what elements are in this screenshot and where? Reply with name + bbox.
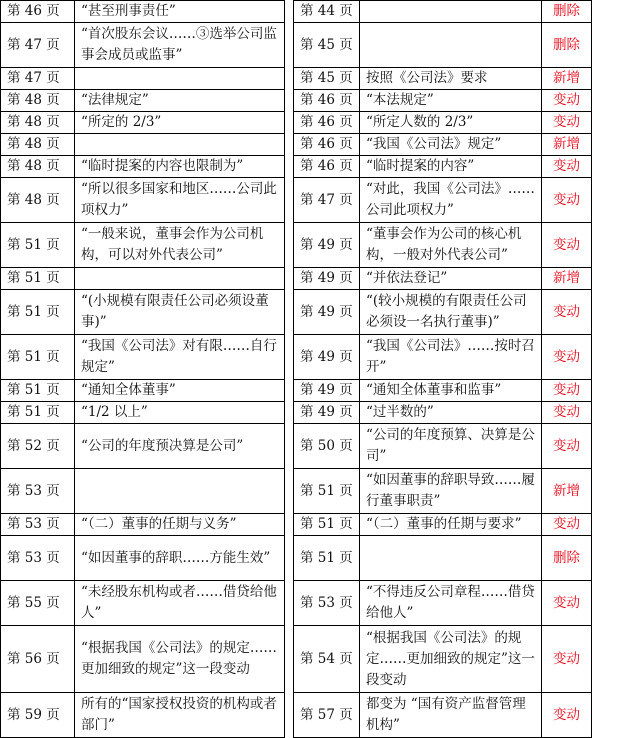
column-gap bbox=[285, 536, 294, 581]
status-label: 变动 bbox=[542, 581, 592, 626]
old-page-cell: 第 48 页 bbox=[1, 178, 75, 223]
old-page-cell: 第 53 页 bbox=[1, 469, 75, 514]
old-page-cell: 第 51 页 bbox=[1, 290, 75, 335]
new-page-cell: 第 51 页 bbox=[294, 514, 360, 536]
old-text-cell: “公司的年度预决算是公司” bbox=[75, 424, 285, 469]
table-row bbox=[1, 112, 592, 134]
status-label: 变动 bbox=[542, 514, 592, 536]
old-page-cell: 第 51 页 bbox=[1, 268, 75, 290]
new-text-cell: “对此，我国《公司法》……公司此项权力” bbox=[360, 178, 542, 223]
new-text-cell: “过半数的” bbox=[360, 402, 542, 424]
old-page-cell: 第 51 页 bbox=[1, 380, 75, 402]
new-text-cell: “并依法登记” bbox=[360, 268, 542, 290]
new-page-cell: 第 49 页 bbox=[294, 290, 360, 335]
status-label: 新增 bbox=[542, 268, 592, 290]
new-page-cell: 第 49 页 bbox=[294, 402, 360, 424]
new-page-cell: 第 46 页 bbox=[294, 134, 360, 156]
table-row bbox=[1, 1, 592, 23]
new-text-cell: “(较小规模的有限责任公司必须设一名执行董事)” bbox=[360, 290, 542, 335]
new-page-cell: 第 46 页 bbox=[294, 112, 360, 134]
old-text-cell: “未经股东机构或者……借贷给他人” bbox=[75, 581, 285, 626]
old-text-cell: “通知全体董事” bbox=[75, 380, 285, 402]
new-text-cell: “本法规定” bbox=[360, 90, 542, 112]
table-row bbox=[1, 536, 592, 581]
old-text-cell: “首次股东会议……③选举公司监事会成员或监事” bbox=[75, 23, 285, 68]
new-text-cell: “根据我国《公司法》的规定……更加细致的规定”这一段变动 bbox=[360, 626, 542, 693]
new-text-cell bbox=[360, 1, 542, 23]
status-label: 变动 bbox=[542, 156, 592, 178]
new-page-cell: 第 47 页 bbox=[294, 178, 360, 223]
column-gap bbox=[285, 268, 294, 290]
new-page-cell: 第 49 页 bbox=[294, 268, 360, 290]
new-page-cell: 第 51 页 bbox=[294, 469, 360, 514]
new-text-cell: 都变为 “国有资产监督管理机构” bbox=[360, 693, 542, 738]
table-row bbox=[1, 223, 592, 268]
status-label: 变动 bbox=[542, 626, 592, 693]
new-page-cell: 第 46 页 bbox=[294, 90, 360, 112]
column-gap bbox=[285, 424, 294, 469]
old-text-cell bbox=[75, 68, 285, 90]
table-row bbox=[1, 290, 592, 335]
column-gap bbox=[285, 693, 294, 738]
old-page-cell: 第 47 页 bbox=[1, 23, 75, 68]
old-page-cell: 第 46 页 bbox=[1, 1, 75, 23]
new-page-cell: 第 49 页 bbox=[294, 223, 360, 268]
table-row bbox=[1, 156, 592, 178]
old-page-cell: 第 52 页 bbox=[1, 424, 75, 469]
new-page-cell: 第 45 页 bbox=[294, 68, 360, 90]
new-text-cell: “我国《公司法》……按时召开” bbox=[360, 335, 542, 380]
status-label: 变动 bbox=[542, 424, 592, 469]
table-row bbox=[1, 469, 592, 514]
old-page-cell: 第 55 页 bbox=[1, 581, 75, 626]
column-gap bbox=[285, 335, 294, 380]
old-text-cell: “1/2 以上” bbox=[75, 402, 285, 424]
new-page-cell: 第 46 页 bbox=[294, 156, 360, 178]
column-gap bbox=[285, 380, 294, 402]
old-text-cell: “所定的 2/3” bbox=[75, 112, 285, 134]
new-page-cell: 第 51 页 bbox=[294, 536, 360, 581]
status-label: 变动 bbox=[542, 90, 592, 112]
column-gap bbox=[285, 223, 294, 268]
new-text-cell: “如因董事的辞职导致……履行董事职责” bbox=[360, 469, 542, 514]
table-row bbox=[1, 68, 592, 90]
old-page-cell: 第 48 页 bbox=[1, 112, 75, 134]
old-page-cell: 第 51 页 bbox=[1, 335, 75, 380]
old-text-cell bbox=[75, 469, 285, 514]
column-gap bbox=[285, 112, 294, 134]
table-row bbox=[1, 134, 592, 156]
status-label: 变动 bbox=[542, 335, 592, 380]
new-text-cell: “公司的年度预算、决算是公司” bbox=[360, 424, 542, 469]
old-text-cell bbox=[75, 268, 285, 290]
table-row bbox=[1, 402, 592, 424]
status-label: 新增 bbox=[542, 134, 592, 156]
old-text-cell: “（二）董事的任期与义务” bbox=[75, 514, 285, 536]
new-page-cell: 第 57 页 bbox=[294, 693, 360, 738]
column-gap bbox=[285, 581, 294, 626]
new-page-cell: 第 50 页 bbox=[294, 424, 360, 469]
status-label: 删除 bbox=[542, 1, 592, 23]
new-text-cell: “（二）董事的任期与要求” bbox=[360, 514, 542, 536]
column-gap bbox=[285, 134, 294, 156]
table-row bbox=[1, 626, 592, 693]
old-text-cell: 所有的“国家授权投资的机构或者部门” bbox=[75, 693, 285, 738]
status-label: 删除 bbox=[542, 536, 592, 581]
new-text-cell: “不得违反公司章程……借贷给他人” bbox=[360, 581, 542, 626]
table-row bbox=[1, 380, 592, 402]
table-row bbox=[1, 335, 592, 380]
old-page-cell: 第 51 页 bbox=[1, 402, 75, 424]
new-page-cell: 第 53 页 bbox=[294, 581, 360, 626]
new-text-cell bbox=[360, 23, 542, 68]
status-label: 变动 bbox=[542, 112, 592, 134]
new-text-cell: “我国《公司法》规定” bbox=[360, 134, 542, 156]
table-body bbox=[1, 1, 592, 738]
old-text-cell: “临时提案的内容也限制为” bbox=[75, 156, 285, 178]
table-row bbox=[1, 693, 592, 738]
old-page-cell: 第 53 页 bbox=[1, 514, 75, 536]
column-gap bbox=[285, 178, 294, 223]
old-text-cell: “一般来说，董事会作为公司机构，可以对外代表公司” bbox=[75, 223, 285, 268]
old-text-cell bbox=[75, 134, 285, 156]
old-text-cell: “我国《公司法》对有限……自行规定” bbox=[75, 335, 285, 380]
new-page-cell: 第 54 页 bbox=[294, 626, 360, 693]
table-row bbox=[1, 90, 592, 112]
status-label: 变动 bbox=[542, 223, 592, 268]
new-page-cell: 第 45 页 bbox=[294, 23, 360, 68]
new-page-cell: 第 49 页 bbox=[294, 380, 360, 402]
column-gap bbox=[285, 23, 294, 68]
status-label: 变动 bbox=[542, 693, 592, 738]
status-label: 变动 bbox=[542, 380, 592, 402]
old-page-cell: 第 56 页 bbox=[1, 626, 75, 693]
new-page-cell: 第 44 页 bbox=[294, 1, 360, 23]
new-text-cell: “董事会作为公司的核心机构，一般对外代表公司” bbox=[360, 223, 542, 268]
old-text-cell: “法律规定” bbox=[75, 90, 285, 112]
old-page-cell: 第 48 页 bbox=[1, 90, 75, 112]
column-gap bbox=[285, 514, 294, 536]
old-text-cell: “如因董事的辞职……方能生效” bbox=[75, 536, 285, 581]
column-gap bbox=[285, 68, 294, 90]
column-gap bbox=[285, 469, 294, 514]
column-gap bbox=[285, 402, 294, 424]
new-text-cell: “通知全体董事和监事” bbox=[360, 380, 542, 402]
old-text-cell: “(小规模有限责任公司必须设董事)” bbox=[75, 290, 285, 335]
table-row bbox=[1, 514, 592, 536]
column-gap bbox=[285, 156, 294, 178]
old-page-cell: 第 51 页 bbox=[1, 223, 75, 268]
old-text-cell: “甚至刑事责任” bbox=[75, 1, 285, 23]
column-gap bbox=[285, 90, 294, 112]
table-row bbox=[1, 23, 592, 68]
column-gap bbox=[285, 626, 294, 693]
status-label: 变动 bbox=[542, 178, 592, 223]
new-text-cell: “临时提案的内容” bbox=[360, 156, 542, 178]
old-page-cell: 第 48 页 bbox=[1, 134, 75, 156]
new-page-cell: 第 49 页 bbox=[294, 335, 360, 380]
status-label: 新增 bbox=[542, 469, 592, 514]
new-text-cell bbox=[360, 536, 542, 581]
old-page-cell: 第 48 页 bbox=[1, 156, 75, 178]
table-row bbox=[1, 581, 592, 626]
old-page-cell: 第 47 页 bbox=[1, 68, 75, 90]
status-label: 删除 bbox=[542, 23, 592, 68]
column-gap bbox=[285, 1, 294, 23]
column-gap bbox=[285, 290, 294, 335]
old-text-cell: “根据我国《公司法》的规定……更加细致的规定”这一段变动 bbox=[75, 626, 285, 693]
status-label: 变动 bbox=[542, 290, 592, 335]
new-text-cell: “所定人数的 2/3” bbox=[360, 112, 542, 134]
status-label: 变动 bbox=[542, 402, 592, 424]
old-page-cell: 第 53 页 bbox=[1, 536, 75, 581]
table-row bbox=[1, 424, 592, 469]
old-page-cell: 第 59 页 bbox=[1, 693, 75, 738]
new-text-cell: 按照《公司法》要求 bbox=[360, 68, 542, 90]
table-row bbox=[1, 178, 592, 223]
status-label: 新增 bbox=[542, 68, 592, 90]
table-row bbox=[1, 268, 592, 290]
old-text-cell: “所以很多国家和地区……公司此项权力” bbox=[75, 178, 285, 223]
